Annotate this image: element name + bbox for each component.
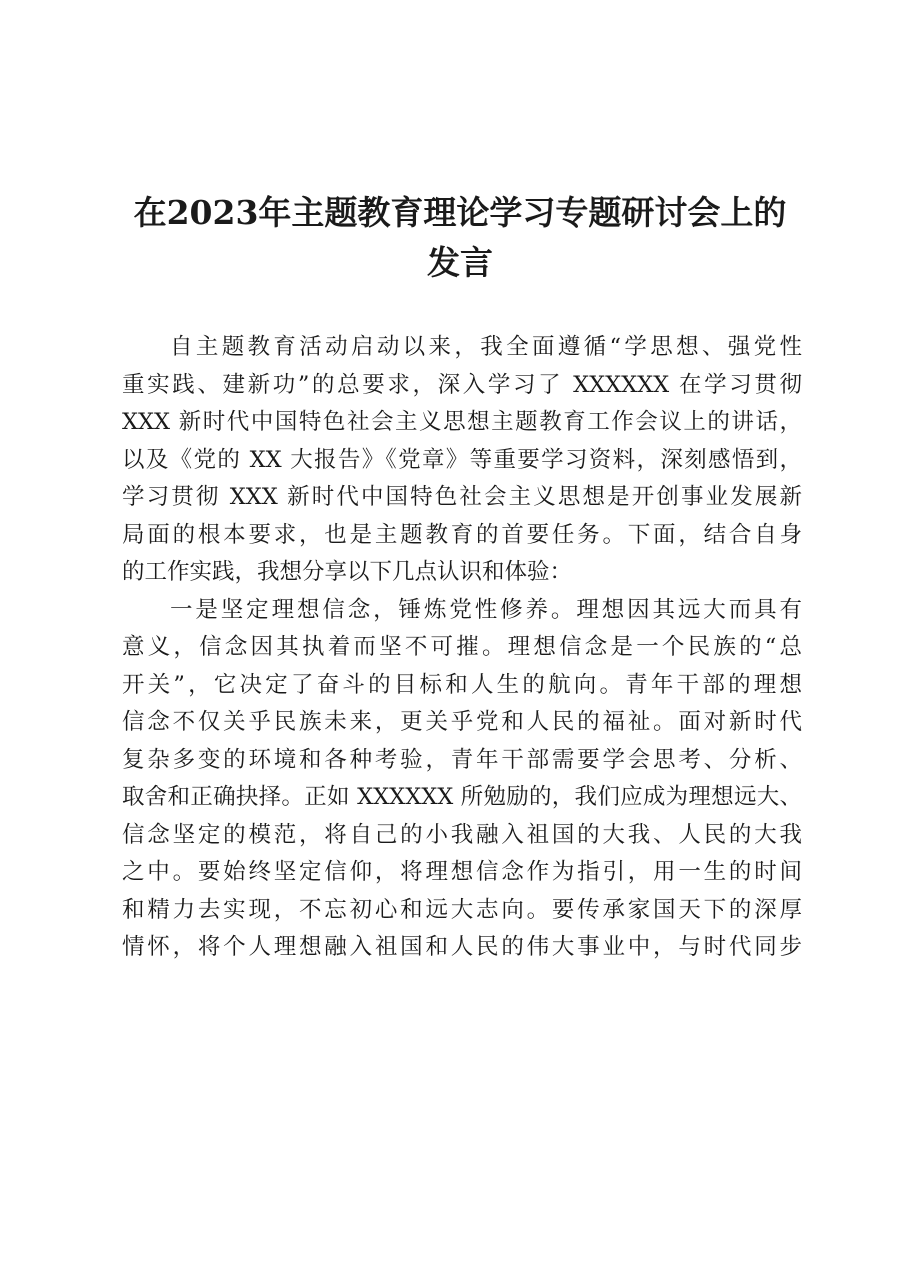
paragraph-line: 学习贯彻 XXX 新时代中国特色社会主义思想是开创事业发展新 [122,484,802,510]
paragraph-line: 情怀，将个人理想融入祖国和人民的伟大事业中，与时代同步 [122,934,802,960]
paragraph-line: XXX 新时代中国特色社会主义思想主题教育工作会议上的讲话， [122,409,802,435]
paragraph-line: 重实践、建新功”的总要求，深入学习了 XXXXXX 在学习贯彻 [122,371,802,398]
paragraph-point-one [122,592,802,967]
paragraph-line: 局面的根本要求，也是主题教育的首要任务。下面，结合自身 [122,521,802,548]
paragraph-line: 自主题教育活动启动以来，我全面遵循“学思想、强党性 [170,334,802,360]
paragraph-line: 信念坚定的模范，将自己的小我融入祖国的大我、人民的大我 [122,821,802,848]
paragraph-line: 取舍和正确抉择。正如 XXXXXX 所勉励的，我们应成为理想远大、 [122,784,802,810]
paragraph-line: 开关”，它决定了奋斗的目标和人生的航向。青年干部的理想 [122,671,802,698]
paragraph-line: 以及《党的 XX 大报告》《党章》等重要学习资料，深刻感悟到， [122,446,802,473]
paragraph-line: 信念不仅关乎民族未来，更关乎党和人民的福祉。面对新时代 [122,709,802,735]
paragraph-line: 和精力去实现，不忘初心和远大志向。要传承家国天下的深厚 [122,896,802,923]
document-body [122,329,802,967]
title-line-2: 发言 [427,243,493,282]
title-line-1: 在2023年主题教育理论学习专题研讨会上的 [133,193,787,232]
paragraph-line: 意义，信念因其执着而坚不可摧。理想信念是一个民族的“总 [122,634,802,660]
paragraph-line: 的工作实践，我想分享以下几点认识和体验： [122,559,573,585]
paragraph-intro [122,329,802,592]
document-title [120,188,800,288]
paragraph-line: 一是坚定理想信念，锤炼党性修养。理想因其远大而具有 [170,596,802,623]
paragraph-line: 之中。要始终坚定信仰，将理想信念作为指引，用一生的时间 [122,859,802,885]
paragraph-line: 复杂多变的环境和各种考验，青年干部需要学会思考、分析、 [122,746,802,773]
